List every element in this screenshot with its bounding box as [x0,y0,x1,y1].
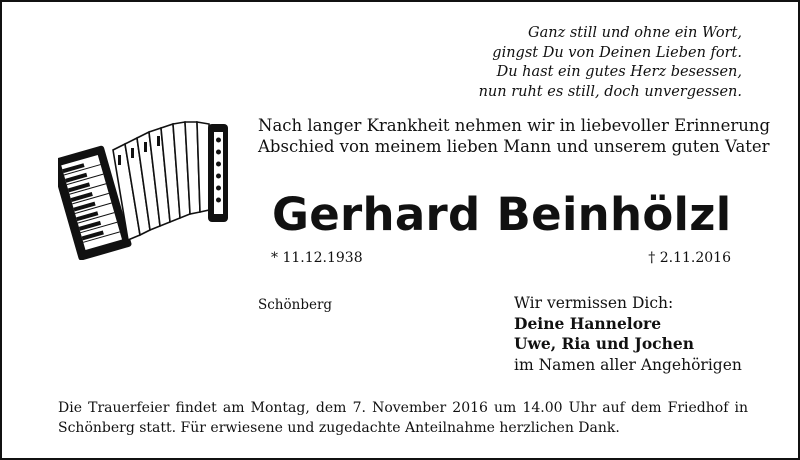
mourners-block [514,293,742,375]
mourner-name: Deine Hannelore [514,313,662,333]
poem-line: nun ruht es still, doch unvergessen. [478,83,742,100]
death-date: † 2.11.2016 [648,250,731,266]
accordion-icon [58,110,238,260]
poem [442,24,742,102]
intro-text [258,115,770,157]
poem-line: Ganz still und ohne ein Wort, [528,25,742,41]
poem-line: gingst Du von Deinen Lieben fort. [492,44,742,61]
service-details: Die Trauerfeier findet am Montag, dem 7. November 2016 um 14.00 Uhr auf dem Friedhof in Schönberg statt. Für erwiesene und zugedachte Anteilnahme herzlichen Dank. [58,400,748,436]
poem-line: Du hast ein gutes Herz besessen, [496,64,742,80]
mourners-intro: Wir vermissen Dich: [514,294,674,312]
mourner-name: Uwe, Ria und Jochen [514,334,695,353]
place-name: Schönberg [258,297,333,313]
intro-line: Nach langer Krankheit nehmen wir in liebevoller Erinnerung [258,116,771,135]
mourners-closing: im Namen aller Angehörigen [514,355,742,374]
deceased-name: Gerhard Beinhölzl [272,188,732,241]
intro-line: Abschied von meinem lieben Mann und unserem guten Vater [258,137,770,156]
birth-date: * 11.12.1938 [271,250,363,266]
